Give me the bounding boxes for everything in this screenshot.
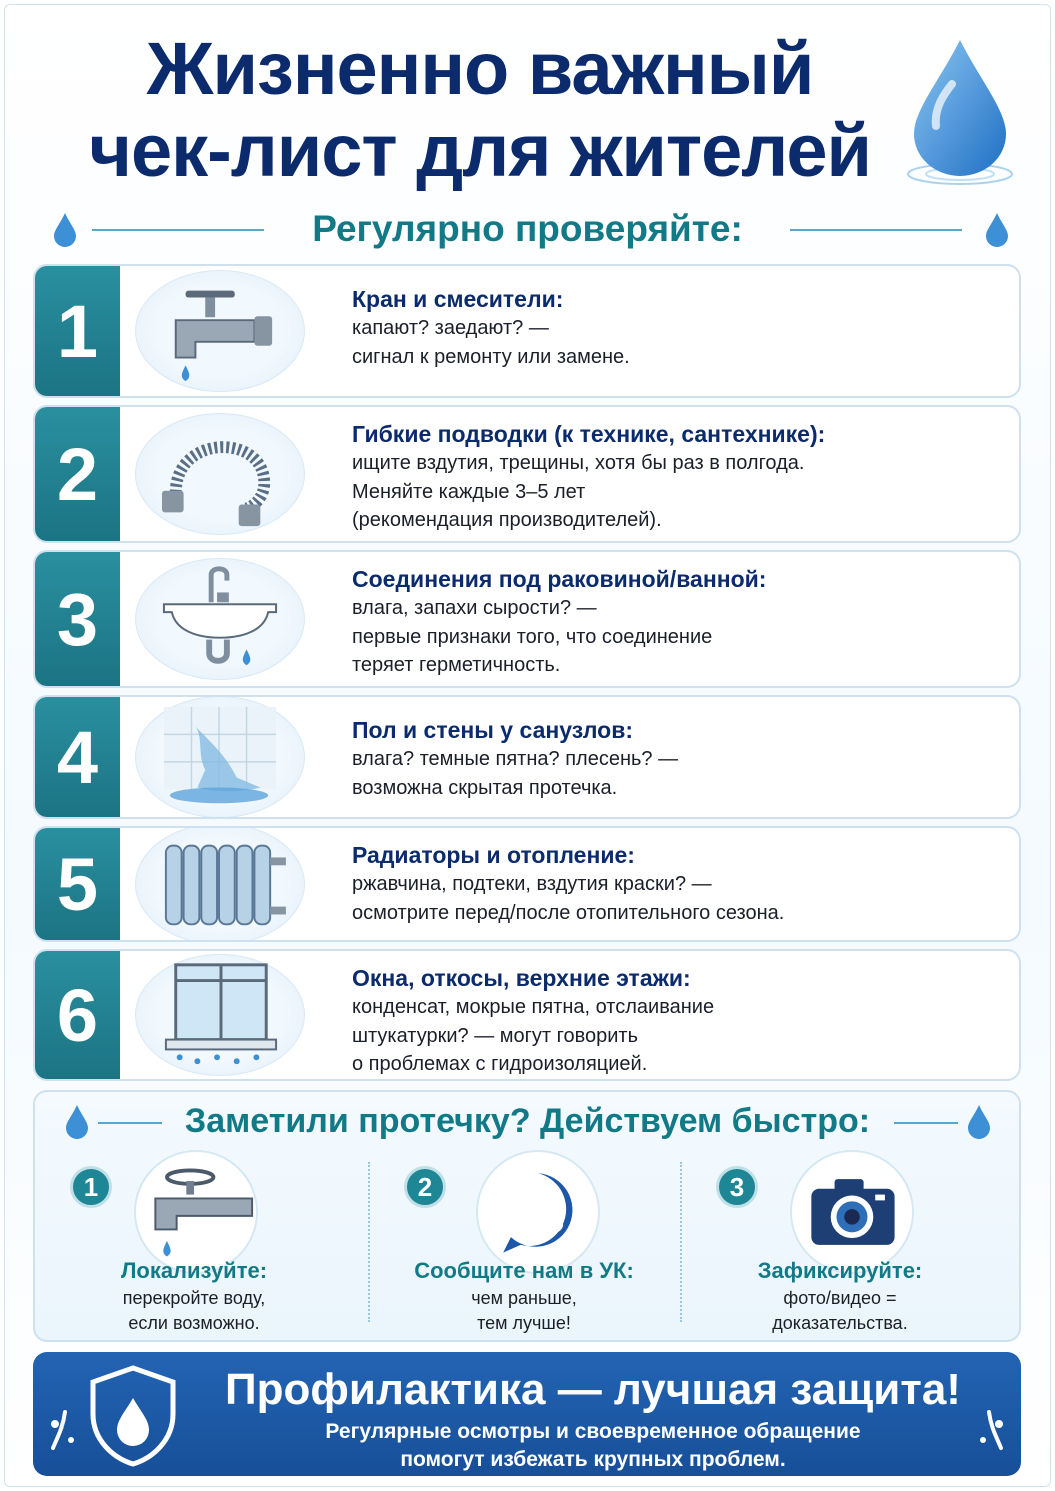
item-line: теряет герметичность. xyxy=(352,654,561,676)
item-line: первые признаки того, что соединение xyxy=(352,625,713,648)
checklist-heading: Регулярно проверяйте: xyxy=(312,208,743,249)
step-line: доказательства. xyxy=(772,1313,908,1333)
window-icon xyxy=(135,954,305,1076)
item-line: о проблемах с гидроизоляцией. xyxy=(352,1053,648,1075)
small-drop-icon xyxy=(966,1104,992,1140)
banner-title: Профилактика — лучшая защита! xyxy=(225,1365,961,1414)
prevention-banner xyxy=(33,1352,1021,1476)
item-number: 5 xyxy=(35,828,120,940)
item-text xyxy=(352,840,999,927)
item-line: влага? темные пятна? плесень? — xyxy=(352,748,679,770)
banner-line: Регулярные осмотры и своевременное обращение xyxy=(325,1420,861,1443)
actions-heading: Заметили протечку? Действуем быстро: xyxy=(184,1102,871,1140)
step-number: 2 xyxy=(404,1166,446,1208)
item-text xyxy=(352,963,999,1079)
heading-rule xyxy=(894,1122,958,1124)
banner-line: помогут избежать крупных проблем. xyxy=(400,1448,786,1471)
item-text xyxy=(352,284,999,371)
phone-icon xyxy=(476,1150,600,1274)
step-line: если возможно. xyxy=(128,1313,260,1333)
item-number: 6 xyxy=(35,951,120,1079)
item-line: Меняйте каждые 3–5 лет xyxy=(352,480,586,503)
camera-icon xyxy=(790,1150,914,1274)
radiator-icon xyxy=(135,826,305,942)
checklist-item xyxy=(33,264,1021,398)
step-number: 3 xyxy=(716,1166,758,1208)
faucet-icon xyxy=(135,270,305,392)
item-line: осмотрите перед/после отопительного сезона. xyxy=(352,901,785,924)
step-line: чем раньше, xyxy=(471,1288,577,1308)
item-number: 2 xyxy=(35,407,120,541)
item-text xyxy=(352,419,999,535)
item-line: (рекомендация производителей). xyxy=(352,509,662,531)
checklist-item xyxy=(33,405,1021,543)
item-title: Кран и смесители: xyxy=(352,286,564,312)
item-title: Гибкие подводки (к технике, сантехнике): xyxy=(352,421,826,447)
column-divider xyxy=(368,1162,370,1322)
step-title: Зафиксируйте: xyxy=(757,1258,923,1283)
checklist-item xyxy=(33,550,1021,688)
item-number: 3 xyxy=(35,552,120,686)
item-number: 1 xyxy=(35,266,120,396)
small-drop-icon xyxy=(984,212,1010,248)
item-line: влага, запахи сырости? — xyxy=(352,597,597,619)
step-line: тем лучше! xyxy=(477,1313,571,1333)
item-line: ржавчина, подтеки, вздутия краски? — xyxy=(352,873,712,895)
water-drop-icon xyxy=(900,36,1020,196)
item-title: Соединения под раковиной/ванной: xyxy=(352,566,767,592)
item-title: Окна, откосы, верхние этажи: xyxy=(352,965,691,991)
sink-icon xyxy=(135,558,305,680)
water-splash-icon xyxy=(43,1398,103,1468)
step-title: Сообщите нам в УК: xyxy=(414,1258,634,1283)
checklist-item xyxy=(33,949,1021,1081)
column-divider xyxy=(680,1162,682,1322)
step-line: фото/видео = xyxy=(783,1288,897,1308)
water-splash-icon xyxy=(951,1398,1011,1468)
page-title xyxy=(40,28,920,192)
step-line: перекройте воду, xyxy=(122,1288,266,1308)
step-number: 1 xyxy=(70,1166,112,1208)
checklist-item xyxy=(33,826,1021,942)
item-line: конденсат, мокрые пятна, отслаивание xyxy=(352,996,715,1018)
flexible-hose-icon xyxy=(135,413,305,535)
item-text xyxy=(352,715,999,802)
title-line-2: чек-лист для жителей xyxy=(88,109,871,192)
title-line-1: Жизненно важный xyxy=(146,27,814,110)
step-title: Локализуйте: xyxy=(120,1258,268,1283)
item-line: ищите вздутия, трещины, хотя бы раз в полгода. xyxy=(352,452,805,474)
wet-wall-icon xyxy=(135,696,305,818)
item-number: 4 xyxy=(35,697,120,817)
heading-rule xyxy=(790,229,962,231)
item-text xyxy=(352,564,999,680)
item-title: Радиаторы и отопление: xyxy=(352,842,635,868)
item-line: капают? заедают? — xyxy=(352,317,549,339)
checklist-item xyxy=(33,695,1021,819)
valve-icon xyxy=(134,1150,258,1274)
item-title: Пол и стены у санузлов: xyxy=(352,717,634,743)
item-line: сигнал к ремонту или замене. xyxy=(352,345,630,368)
banner-text xyxy=(213,1418,973,1474)
item-line: возможна скрытая протечка. xyxy=(352,776,618,799)
item-line: штукатурки? — могут говорить xyxy=(352,1024,639,1047)
